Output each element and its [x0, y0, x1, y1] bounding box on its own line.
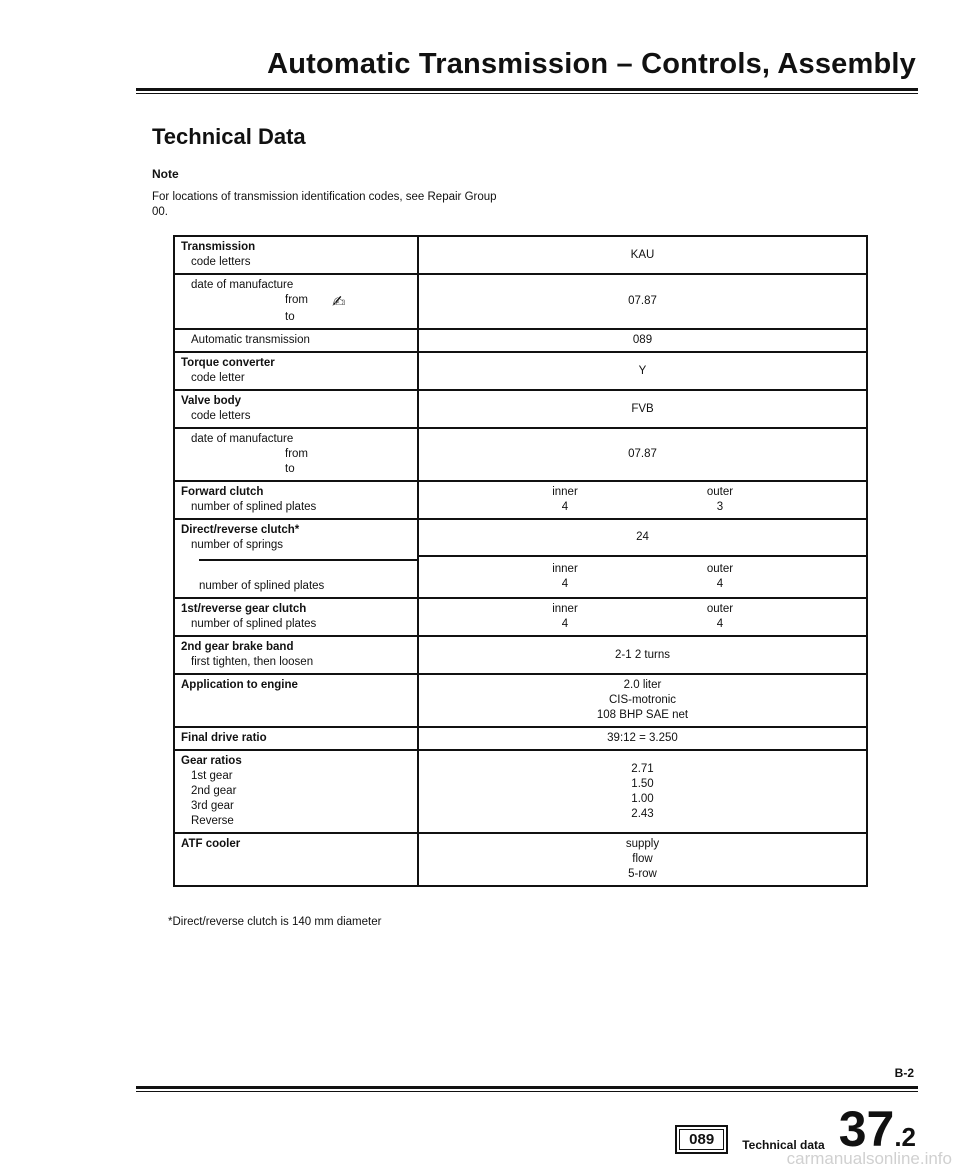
outer-label: outer: [706, 486, 734, 498]
table-row: [174, 519, 867, 556]
gear-ratio: 2.43: [631, 807, 654, 820]
table-row: [174, 329, 867, 352]
note-text: For locations of transmission identification codes, see Repair Group 00.: [152, 191, 497, 218]
row-sublabel: date of manufacture: [191, 279, 294, 291]
row-sublabel: code letters: [191, 256, 251, 268]
gear-ratio: 2.71: [631, 762, 654, 775]
inner-label: inner: [552, 486, 578, 498]
row-sublabel: number of splined plates: [199, 580, 325, 592]
table-row: [174, 750, 867, 833]
from-label: from: [285, 448, 308, 460]
page-ref: B-2: [894, 1066, 914, 1080]
cooler-line: flow: [632, 853, 653, 865]
gear-label: Reverse: [191, 815, 234, 827]
technical-data-table: [173, 235, 868, 887]
gear-label: 2nd gear: [191, 785, 237, 797]
table-row: [174, 598, 867, 636]
outer-label: outer: [706, 603, 734, 615]
row-label: 2nd gear brake band: [181, 641, 294, 653]
row-label: Torque converter: [181, 357, 275, 369]
row-sublabel: code letters: [191, 410, 251, 422]
inner-value: 4: [561, 618, 569, 630]
footer-number-sub: .2: [894, 1122, 916, 1152]
section-title: Technical Data: [152, 124, 306, 149]
row-sublabel: date of manufacture: [191, 433, 294, 445]
row-label: 1st/reverse gear clutch: [181, 603, 307, 615]
row-sublabel: Automatic transmission: [191, 334, 310, 346]
row-value: Y: [418, 352, 867, 390]
row-label: Application to engine: [181, 679, 298, 691]
cooler-line: supply: [625, 838, 660, 850]
row-sublabel: first tighten, then loosen: [191, 656, 314, 668]
header-rule-thin: [136, 93, 918, 94]
row-label: Forward clutch: [181, 486, 264, 498]
cooler-line: 5-row: [628, 868, 657, 880]
inner-label: inner: [552, 603, 578, 615]
footer-code-box: 089: [675, 1125, 728, 1154]
row-label: Valve body: [181, 395, 242, 407]
table-row: [174, 428, 867, 481]
footnote: *Direct/reverse clutch is 140 mm diameter: [168, 916, 382, 928]
table-row: [174, 274, 867, 329]
to-label: to: [285, 463, 295, 475]
row-value: 07.87: [418, 274, 867, 329]
table-row: [174, 727, 867, 750]
footer-number-main: 37: [838, 1101, 895, 1157]
row-sublabel: number of splined plates: [191, 501, 317, 513]
row-sublabel: number of springs: [191, 539, 284, 551]
table-row: [174, 481, 867, 519]
row-value: 07.87: [418, 428, 867, 481]
engine-line: 108 BHP SAE net: [596, 709, 689, 721]
outer-value: 3: [716, 501, 724, 513]
row-sublabel: code letter: [191, 372, 245, 384]
watermark: carmanualsonline.info: [786, 1149, 952, 1168]
outer-value: 4: [716, 578, 724, 590]
engine-line: 2.0 liter: [623, 679, 662, 691]
outer-label: outer: [706, 563, 734, 575]
table-row: [174, 236, 867, 274]
table-row: [174, 674, 867, 727]
gear-label: 1st gear: [191, 770, 233, 782]
row-label: Transmission: [181, 241, 256, 253]
note-label: Note: [152, 167, 179, 181]
row-value: 24: [418, 519, 867, 556]
inner-label: inner: [552, 563, 578, 575]
page-title: Automatic Transmission – Controls, Assembly: [267, 48, 916, 80]
row-value: 2-1 2 turns: [418, 636, 867, 674]
footer-rule: [136, 1086, 918, 1089]
row-label: Gear ratios: [181, 755, 242, 767]
from-label: from: [285, 294, 308, 306]
footer-rule-thin: [136, 1091, 918, 1092]
row-label: ATF cooler: [181, 838, 241, 850]
row-value: 089: [418, 329, 867, 352]
to-label: to: [285, 311, 295, 323]
table-row: [174, 636, 867, 674]
header-rule: [136, 88, 918, 91]
inner-value: 4: [561, 501, 569, 513]
row-label: Direct/reverse clutch*: [181, 524, 300, 536]
row-value: KAU: [418, 236, 867, 274]
outer-value: 4: [716, 618, 724, 630]
table-row: [174, 352, 867, 390]
inner-value: 4: [561, 578, 569, 590]
row-value: 39:12 = 3.250: [418, 727, 867, 750]
engine-line: CIS-motronic: [608, 694, 677, 706]
row-label: Final drive ratio: [181, 732, 267, 744]
row-value: FVB: [418, 390, 867, 428]
table-row: [174, 833, 867, 886]
gear-ratio: 1.00: [631, 792, 654, 805]
pen-hand-icon: ✍: [332, 294, 346, 311]
row-sublabel: number of splined plates: [191, 618, 317, 630]
table-row: [174, 390, 867, 428]
table-row: [174, 556, 867, 598]
gear-ratio: 1.50: [631, 777, 654, 790]
gear-label: 3rd gear: [191, 800, 234, 812]
footer-label: Technical data: [742, 1138, 825, 1152]
